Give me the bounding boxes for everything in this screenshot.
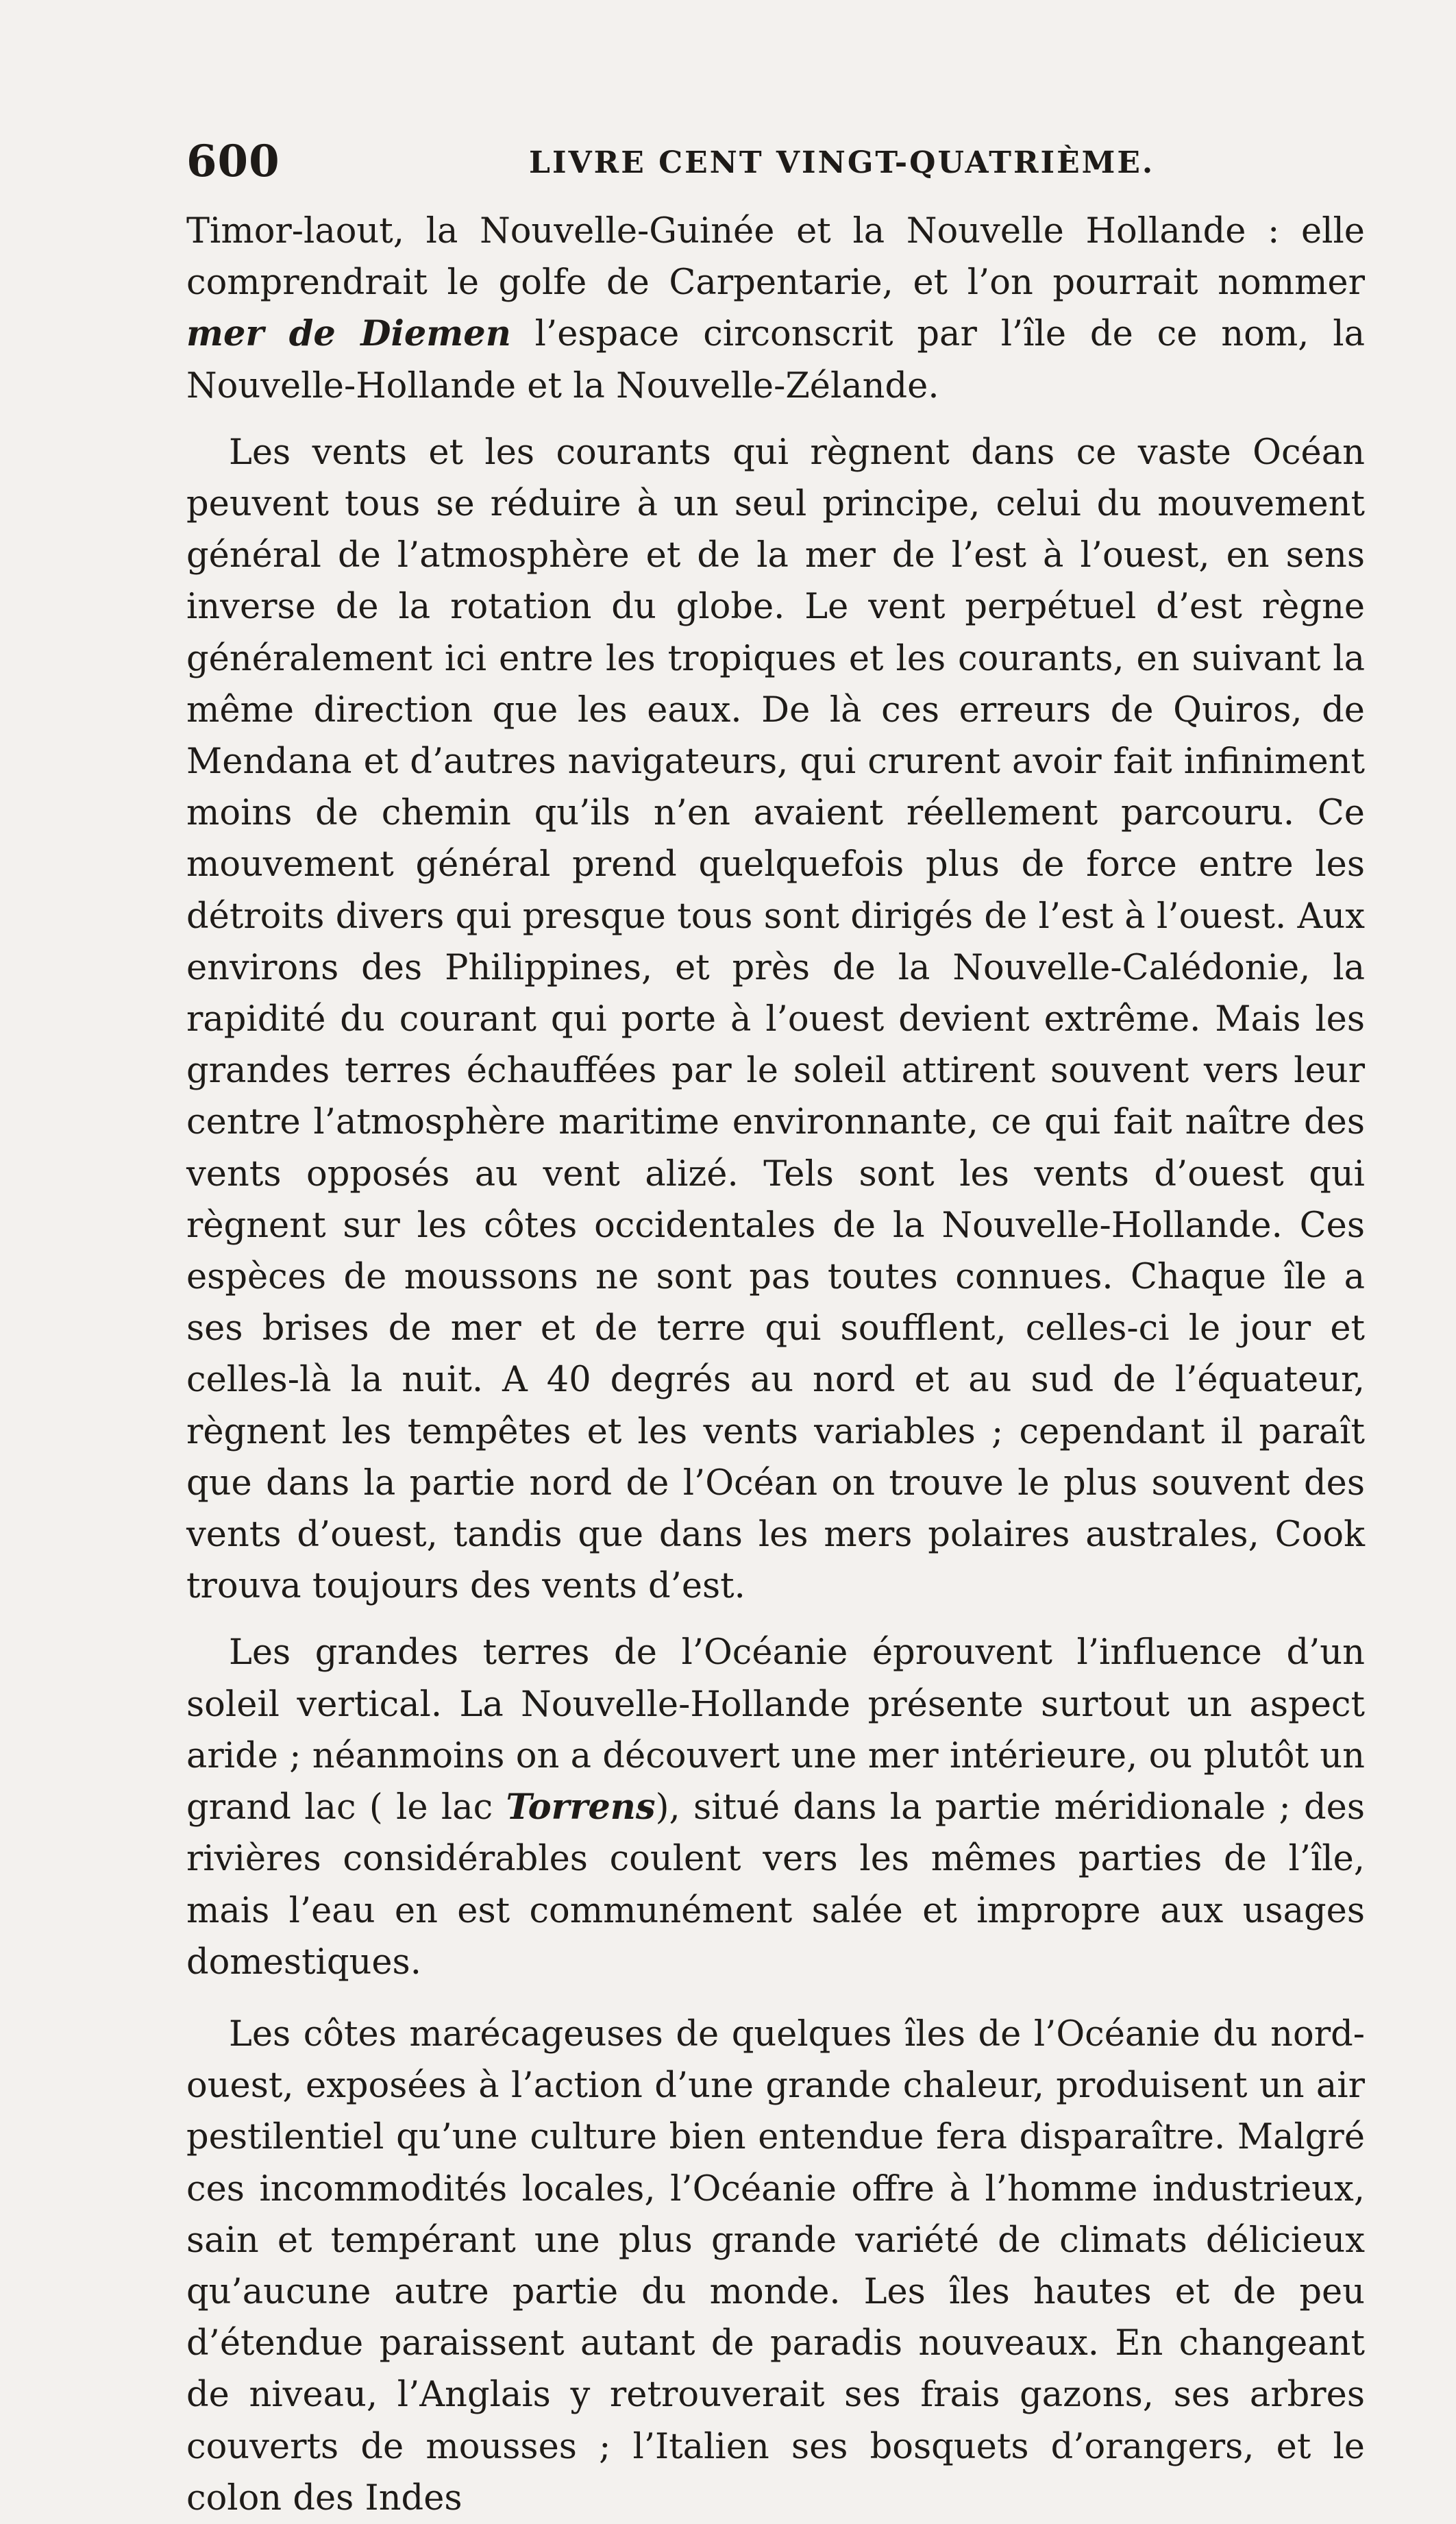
place-name-italic: mer de Diemen xyxy=(186,313,511,355)
lake-name-italic: Torrens xyxy=(506,1787,656,1828)
paragraph-text: ), situé dans la partie méridionale ; des rivières considérables coulent vers les mêmes parties de l’île, mais l’eau en est communément salée et impropre aux usages domestiques. xyxy=(186,1787,1366,1983)
paragraph-winds-currents: Les vents et les courants qui règnent dans ce vaste Océan peuvent tous se réduire à un seul principe, celui du mouvement général de l’atmosphère et de la mer de l’est à l’ouest, en sens inverse de la rotation du globe. Le vent perpétuel d’est règne généralement ici entre les tropiques et les courants, en suivant la même direction que les eaux. De là ces erreurs de Quiros, de Mendana et d’autres navigateurs, qui crurent avoir fait infiniment moins de chemin qu’ils n’en avaient réellement parcouru. Ce mouvement général prend quelquefois plus de force entre les détroits divers qui presque tous sont dirigés de l’est à l’ouest. Aux environs des Philippines, et près de la Nouvelle-Calédonie, la rapidité du courant qui porte à l’ouest devient extrême. Mais les grandes terres échauffées par le soleil attirent souvent vers leur centre l’atmosphère maritime environnante, ce qui fait naître des vents opposés au vent alizé. Tels sont les vents d’ouest qui règnent sur les côtes occidentales de la Nouvelle-Hollande. Ces espèces de moussons ne sont pas toutes connues. Chaque île a ses brises de mer et de terre qui soufflent, celles-ci le jour et celles-là la nuit. A 40 degrés au nord et au sud de l’équateur, règnent les tempêtes et les vents variables ; cependant il paraît que dans la partie nord de l’Océan on trouve le plus souvent des vents d’ouest, tandis que dans les mers polaires australes, Cook trouva toujours des vents d’est. xyxy=(186,432,1365,1607)
paragraph-coasts-climate: Les côtes marécageuses de quelques îles de l’Océanie du nord-ouest, exposées à l’action d’une grande chaleur, produisent un air pestilentiel qu’une culture bien entendue fera disparaître. Malgré ces incommodités locales, l’Océanie offre à l’homme industrieux, sain et tempérant une plus grande variété de climats délicieux qu’aucune autre partie du monde. Les îles hautes et de peu d’étendue paraissent autant de paradis nouveaux. En changeant de niveau, l’Anglais y retrouverait ses frais gazons, ses arbres couverts de mousses ; l’Italien ses bosquets d’orangers, et le colon des Indes xyxy=(186,2013,1365,2519)
paragraph-text: l’espace circonscrit par l’île de ce nom, la Nouvelle-Hollande et la Nouvelle-Zélande. xyxy=(186,314,1365,406)
paragraph-text: Les grandes terres de l’Océanie éprouvent l’influence d’un soleil vertical. La Nouvelle-Hollande présente surtout un aspect aride ; néanmoins on a découvert une mer intérieure, ou plutôt un grand lac ( le lac xyxy=(186,1632,1365,1828)
paragraph-text: Timor-laout, la Nouvelle-Guinée et la Nouvelle Hollande : elle comprendrait le golfe de Carpentarie, et l’on pourrait nommer xyxy=(186,211,1365,304)
running-title: LIVRE CENT VINGT-QUATRIÈME. xyxy=(529,145,1155,180)
paragraph-great-lands xyxy=(186,1627,1365,1987)
paragraph-continuation xyxy=(186,206,1365,412)
page-header xyxy=(186,136,1365,191)
body-text xyxy=(186,206,1365,2524)
page-number: 600 xyxy=(186,136,280,187)
